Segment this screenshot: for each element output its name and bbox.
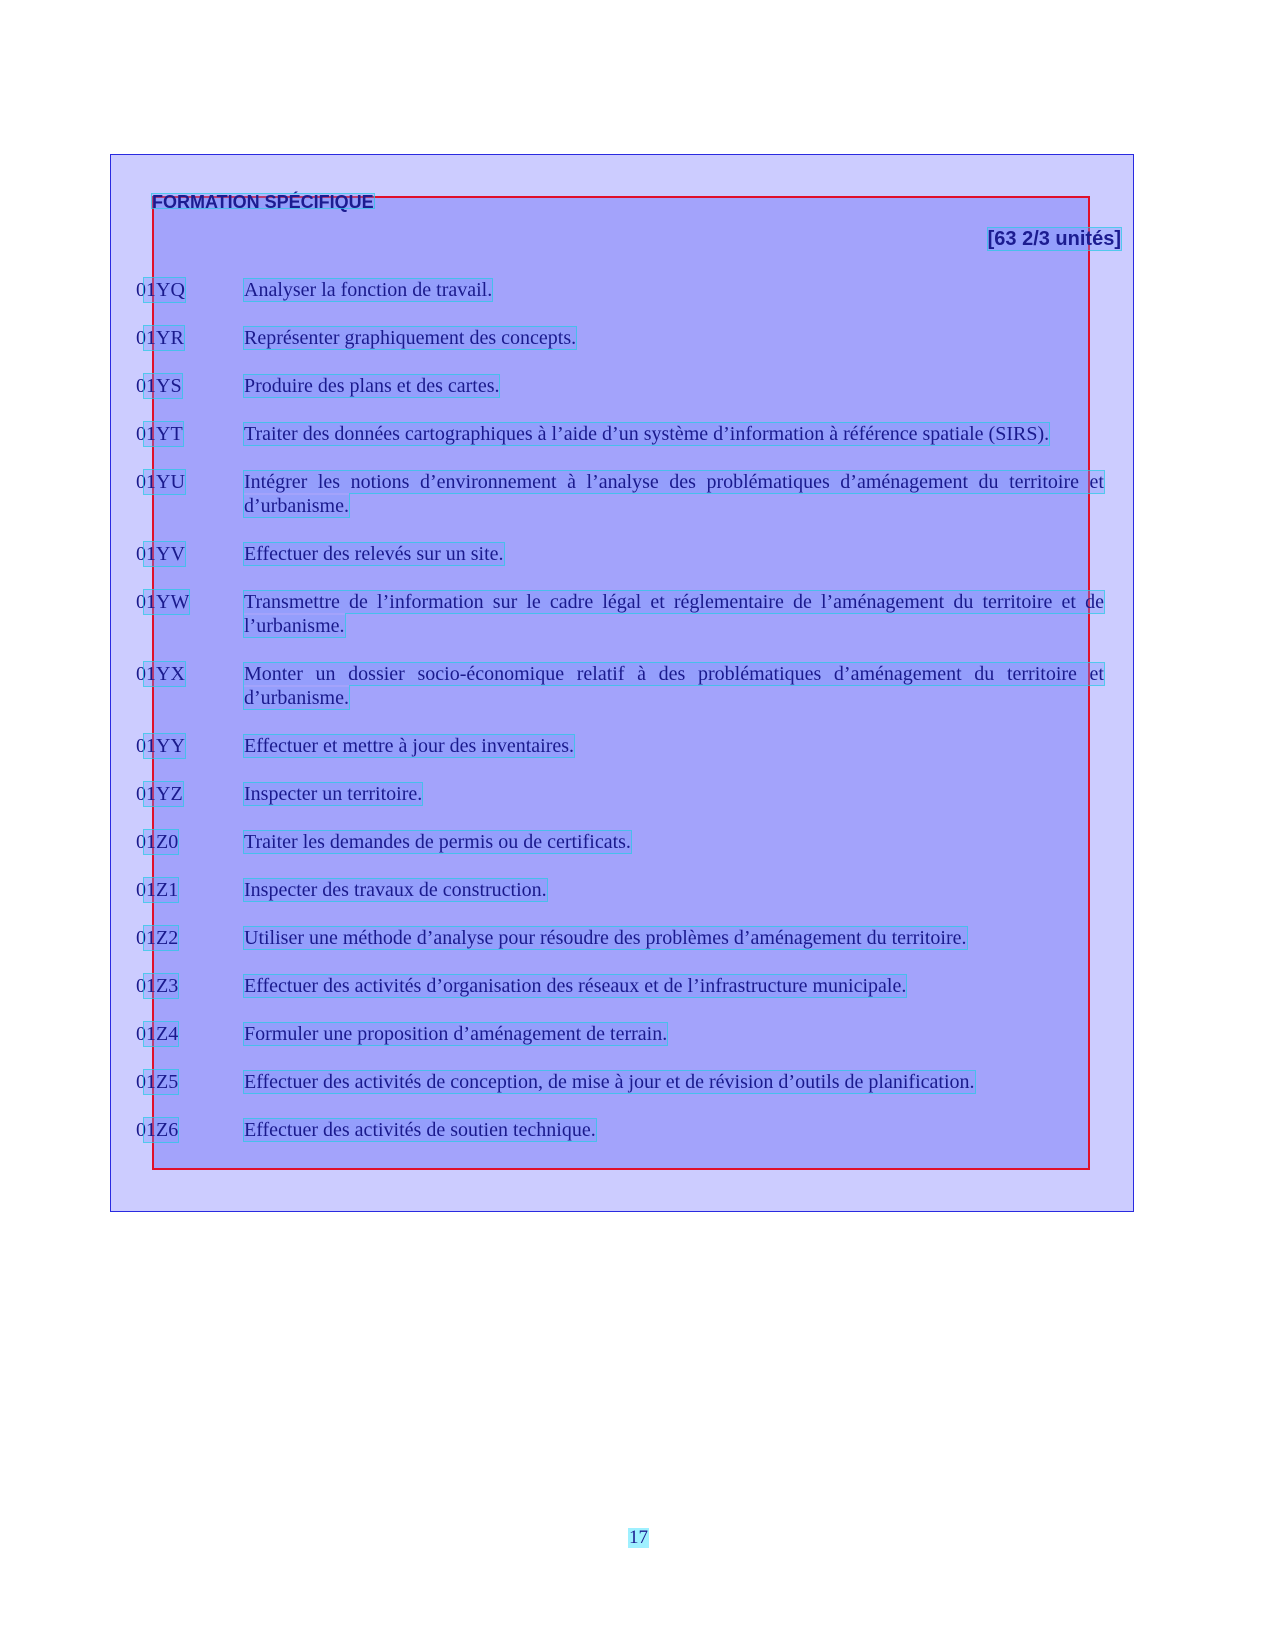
course-item (136, 542, 1104, 566)
course-item (136, 878, 1104, 902)
course-list (136, 278, 1104, 1142)
course-code: 01YT (136, 423, 183, 445)
course-title: Inspecter des travaux de construction. (244, 879, 547, 901)
course-title: Monter un dossier socio-économique relatif à des problématiques d’aménagement du territoire et d’urbanisme. (244, 663, 1104, 709)
course-item (136, 590, 1104, 638)
course-code: 01Z5 (136, 1071, 179, 1093)
course-title: Transmettre de l’information sur le cadre légal et réglementaire de l’aménagement du territoire et de l’urbanisme. (244, 591, 1104, 637)
course-item (136, 326, 1104, 350)
course-title: Traiter les demandes de permis ou de certificats. (244, 831, 631, 853)
course-code: 01YU (136, 471, 185, 493)
course-title: Intégrer les notions d’environnement à l’analyse des problématiques d’aménagement du territoire et d’urbanisme. (244, 471, 1104, 517)
course-item (136, 1070, 1104, 1094)
units-label: [63 2/3 unités] (987, 228, 1121, 250)
course-code: 01YW (136, 591, 190, 613)
page-number: 17 (629, 1527, 648, 1548)
course-code: 01Z6 (136, 1119, 179, 1141)
section-title: FORMATION SPÉCIFIQUE (152, 192, 374, 212)
course-item (136, 470, 1104, 518)
course-title: Formuler une proposition d’aménagement de terrain. (244, 1023, 668, 1045)
course-item (136, 782, 1104, 806)
course-title: Inspecter un territoire. (244, 783, 423, 805)
course-title: Effectuer et mettre à jour des inventaires. (244, 735, 575, 757)
course-code: 01YS (136, 375, 182, 397)
course-code: 01YZ (136, 783, 183, 805)
course-item (136, 830, 1104, 854)
course-code: 01Z3 (136, 975, 179, 997)
course-code: 01Z2 (136, 927, 179, 949)
course-code: 01YY (136, 735, 185, 757)
course-code: 01YX (136, 663, 185, 685)
course-code: 01Z4 (136, 1023, 179, 1045)
course-item (136, 662, 1104, 710)
course-code: 01YQ (136, 279, 185, 301)
course-title: Représenter graphiquement des concepts. (244, 327, 577, 349)
course-code: 01YR (136, 327, 184, 349)
course-item (136, 974, 1104, 998)
course-item (136, 926, 1104, 950)
course-title: Produire des plans et des cartes. (244, 375, 500, 397)
course-title: Utiliser une méthode d’analyse pour résoudre des problèmes d’aménagement du territoire. (244, 927, 967, 949)
course-title: Traiter des données cartographiques à l’aide d’un système d’information à référence spatiale (SIRS). (244, 423, 1050, 445)
course-title: Effectuer des relevés sur un site. (244, 543, 504, 565)
course-title: Effectuer des activités de conception, de mise à jour et de révision d’outils de planification. (244, 1071, 975, 1093)
course-title: Effectuer des activités de soutien technique. (244, 1119, 596, 1141)
course-title: Effectuer des activités d’organisation des réseaux et de l’infrastructure municipale. (244, 975, 907, 997)
course-item (136, 374, 1104, 398)
course-code: 01YV (136, 543, 185, 565)
course-code: 01Z0 (136, 831, 179, 853)
course-item (136, 734, 1104, 758)
course-item (136, 1022, 1104, 1046)
course-item (136, 278, 1104, 302)
course-code: 01Z1 (136, 879, 179, 901)
course-item (136, 422, 1104, 446)
course-item (136, 1118, 1104, 1142)
course-title: Analyser la fonction de travail. (244, 279, 493, 301)
